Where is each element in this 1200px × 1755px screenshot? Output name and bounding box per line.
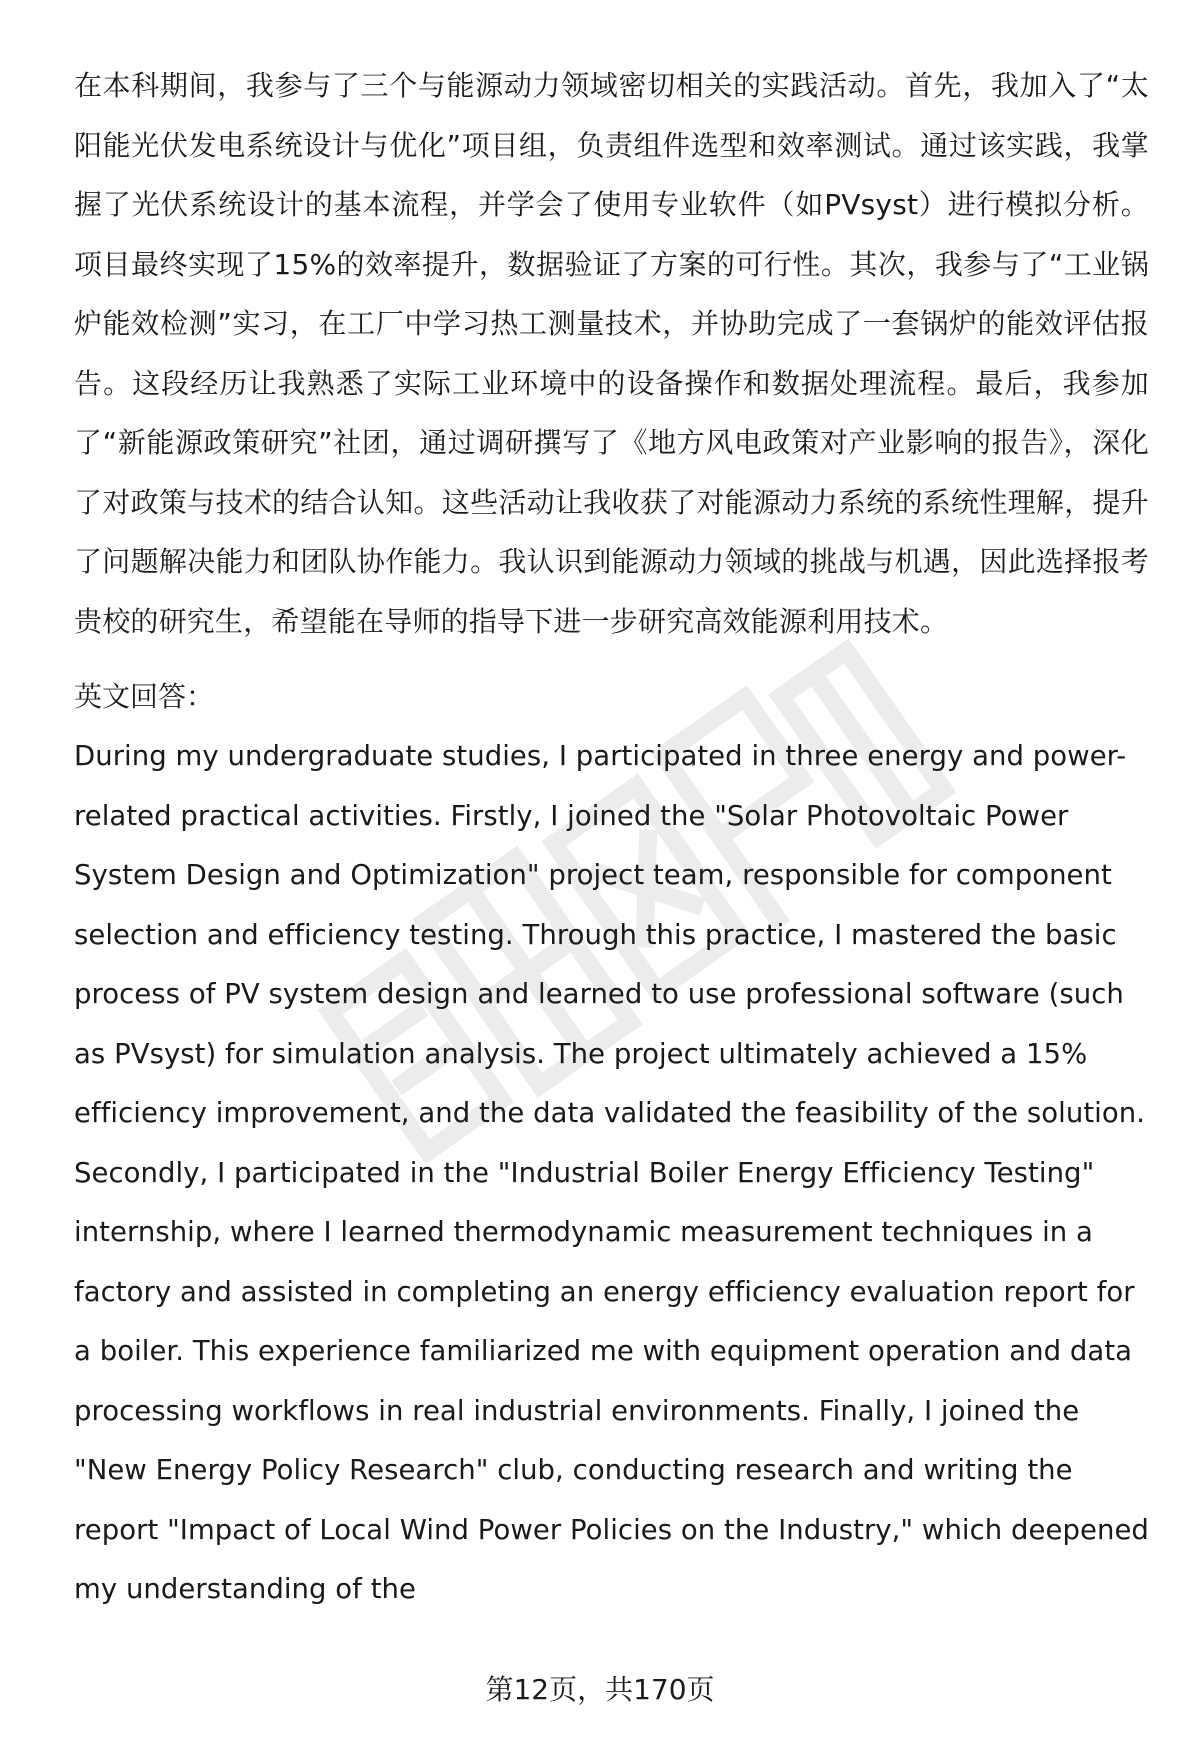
english-answer-label: 英文回答： [74, 680, 215, 713]
english-answer-paragraph: During my undergraduate studies, I participated in three energy and power-related practical activities. Firstly, I joined the "Solar Photovoltaic Power System Design and Optimization" project team, responsible for component selection and efficiency testing. Through this practice, I mastered the basic process of PV system design and learned to use professional software (such as PVsyst) for simulation analysis. The project ultimately achieved a 15% efficiency improvement, and the data validated the feasibility of the solution. Secondly, I participated in the "Industrial Boiler Energy Efficiency Testing" internship, where I learned thermodynamic measurement techniques in a factory and assisted in completing an energy efficiency evaluation report for a boiler. This experience familiarized me with equipment operation and data processing workflows in real industrial environments. Finally, I joined the "New Energy Policy Research" club, conducting research and writing the report "Impact of Local Wind Power Policies on the Industry," which deepened my understanding of the [74, 740, 1149, 1605]
document-body [74, 56, 1149, 1620]
page-number-footer: 第12页，共170页 [485, 1673, 715, 1706]
chinese-answer-paragraph: 在本科期间，我参与了三个与能源动力领域密切相关的实践活动。首先，我加入了“太阳能光伏发电系统设计与优化”项目组，负责组件选型和效率测试。通过该实践，我掌握了光伏系统设计的基本流程，并学会了使用专业软件（如PVsyst）进行模拟分析。项目最终实现了15%的效率提升，数据验证了方案的可行性。其次，我参与了“工业锅炉能效检测”实习，在工厂中学习热工测量技术，并协助完成了一套锅炉的能效评估报告。这段经历让我熟悉了实际工业环境中的设备操作和数据处理流程。最后，我参加了“新能源政策研究”社团，通过调研撰写了《地方风电政策对产业影响的报告》，深化了对政策与技术的结合认知。这些活动让我收获了对能源动力系统的系统性理解，提升了问题解决能力和团队协作能力。我认识到能源动力领域的挑战与机遇，因此选择报考贵校的研究生，希望能在导师的指导下进一步研究高效能源利用技术。 [74, 69, 1149, 638]
